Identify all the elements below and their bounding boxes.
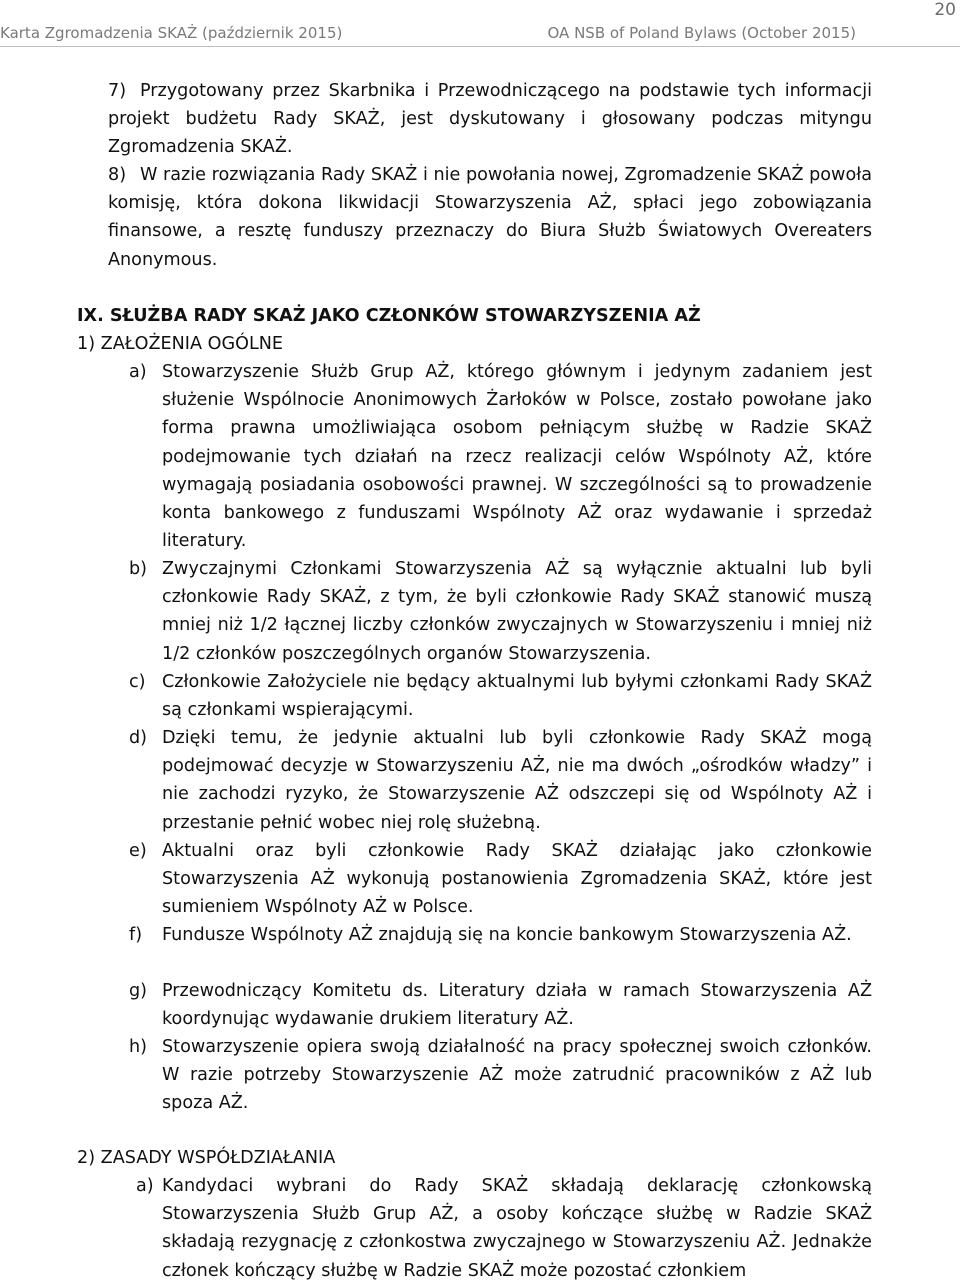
list-item [129, 1033, 872, 1118]
item-text: Kandydaci wybrani do Rady SKAŻ składają deklarację członkowską Stowarzyszenia Służb Grup AŻ, a osoby kończące służbę w Radzie SKAŻ składają rezygnację z członkostwa zwyczajnego w Stowarzyszeniu AŻ. Jednakże członek kończący służbę w Radzie SKAŻ może pozostać członkiem [162, 1176, 872, 1281]
header-left: Karta Zgromadzenia SKAŻ (październik 2015) [0, 24, 343, 42]
item-marker: d) [129, 728, 148, 748]
list-item [129, 977, 872, 1033]
item-marker: g) [129, 981, 148, 1001]
subsection-heading: 1) ZAŁOŻENIA OGÓLNE [77, 334, 284, 354]
item-text: W razie rozwiązania Rady SKAŻ i nie powołania nowej, Zgromadzenie SKAŻ powoła komisję, która dokona likwidacji Stowarzyszenia AŻ, spłaci jego zobowiązania finansowe, a resztę funduszy przeznaczy do Biura Służb Światowych Overeaters Anonymous. [108, 165, 872, 270]
list-item [129, 555, 872, 668]
list-item [129, 921, 872, 949]
item-marker: a) [136, 1176, 154, 1196]
item-marker: e) [129, 841, 147, 861]
item-text: Fundusze Wspólnoty AŻ znajdują się na koncie bankowym Stowarzyszenia AŻ. [162, 925, 852, 945]
page-number: 20 [934, 0, 956, 20]
list-item [108, 161, 872, 274]
list-item [108, 77, 872, 162]
item-marker: b) [129, 559, 148, 579]
item-text: Stowarzyszenie opiera swoją działalność na pracy społecznej swoich członków. W razie potrzeby Stowarzyszenie AŻ może zatrudnić pracowników z AŻ lub spoza AŻ. [162, 1037, 872, 1114]
list-item [129, 358, 872, 555]
item-marker: f) [129, 925, 143, 945]
item-text: Przygotowany przez Skarbnika i Przewodniczącego na podstawie tych informacji projekt budżetu Rady SKAŻ, jest dyskutowany i głosowany podczas mityngu Zgromadzenia SKAŻ. [108, 81, 872, 158]
item-marker: 7) [108, 81, 127, 101]
list-item [129, 668, 872, 724]
item-text: Przewodniczący Komitetu ds. Literatury działa w ramach Stowarzyszenia AŻ koordynując wydawanie drukiem literatury AŻ. [162, 981, 872, 1030]
item-text: Dzięki temu, że jedynie aktualni lub byli członkowie Rady SKAŻ mogą podejmować decyzje w Stowarzyszeniu AŻ, nie ma dwóch „ośrodków władzy” i nie zachodzi ryzyko, że Stowarzyszenie AŻ odszczepi się od Wspólnoty AŻ i przestanie pełnić wobec niej rolę służebną. [162, 728, 872, 833]
list-item [136, 1172, 872, 1285]
header-right: OA NSB of Poland Bylaws (October 2015) [547, 24, 856, 42]
list-item [129, 724, 872, 837]
item-text: Stowarzyszenie Służb Grup AŻ, którego głównym i jedynym zadaniem jest służenie Wspólnocie Anonimowych Żarłoków w Polsce, zostało powołane jako forma prawna umożliwiająca osobom pełniącym służbę w Radzie SKAŻ podejmowanie tych działań na rzecz realizacji celów Wspólnoty AŻ, które wymagają posiadania osobowości prawnej. W szczególności są to prowadzenie konta bankowego z funduszami Wspólnoty AŻ oraz wydawanie i sprzedaż literatury. [162, 362, 872, 552]
item-text: Członkowie Założyciele nie będący aktualnymi lub byłymi członkami Rady SKAŻ są członkami wspierającymi. [162, 672, 872, 721]
section-title: IX. SŁUŻBA RADY SKAŻ JAKO CZŁONKÓW STOWARZYSZENIA AŻ [77, 306, 701, 326]
list-item [129, 837, 872, 922]
item-text: Zwyczajnymi Członkami Stowarzyszenia AŻ są wyłącznie aktualni lub byli członkowie Rady SKAŻ, z tym, że byli członkowie Rady SKAŻ stanowić muszą mniej niż 1/2 łącznej liczby członków zwyczajnych w Stowarzyszeniu i mniej niż 1/2 członków poszczególnych organów Stowarzyszenia. [162, 559, 872, 664]
item-marker: a) [129, 362, 147, 382]
item-text: Aktualni oraz byli członkowie Rady SKAŻ działając jako członkowie Stowarzyszenia AŻ wykonują postanowienia Zgromadzenia SKAŻ, które jest sumieniem Wspólnoty AŻ w Polsce. [162, 841, 872, 918]
item-marker: 8) [108, 165, 127, 185]
item-marker: c) [129, 672, 146, 692]
subsection-heading: 2) ZASADY WSPÓŁDZIAŁANIA [77, 1148, 336, 1168]
item-marker: h) [129, 1037, 148, 1057]
running-header [0, 24, 960, 47]
